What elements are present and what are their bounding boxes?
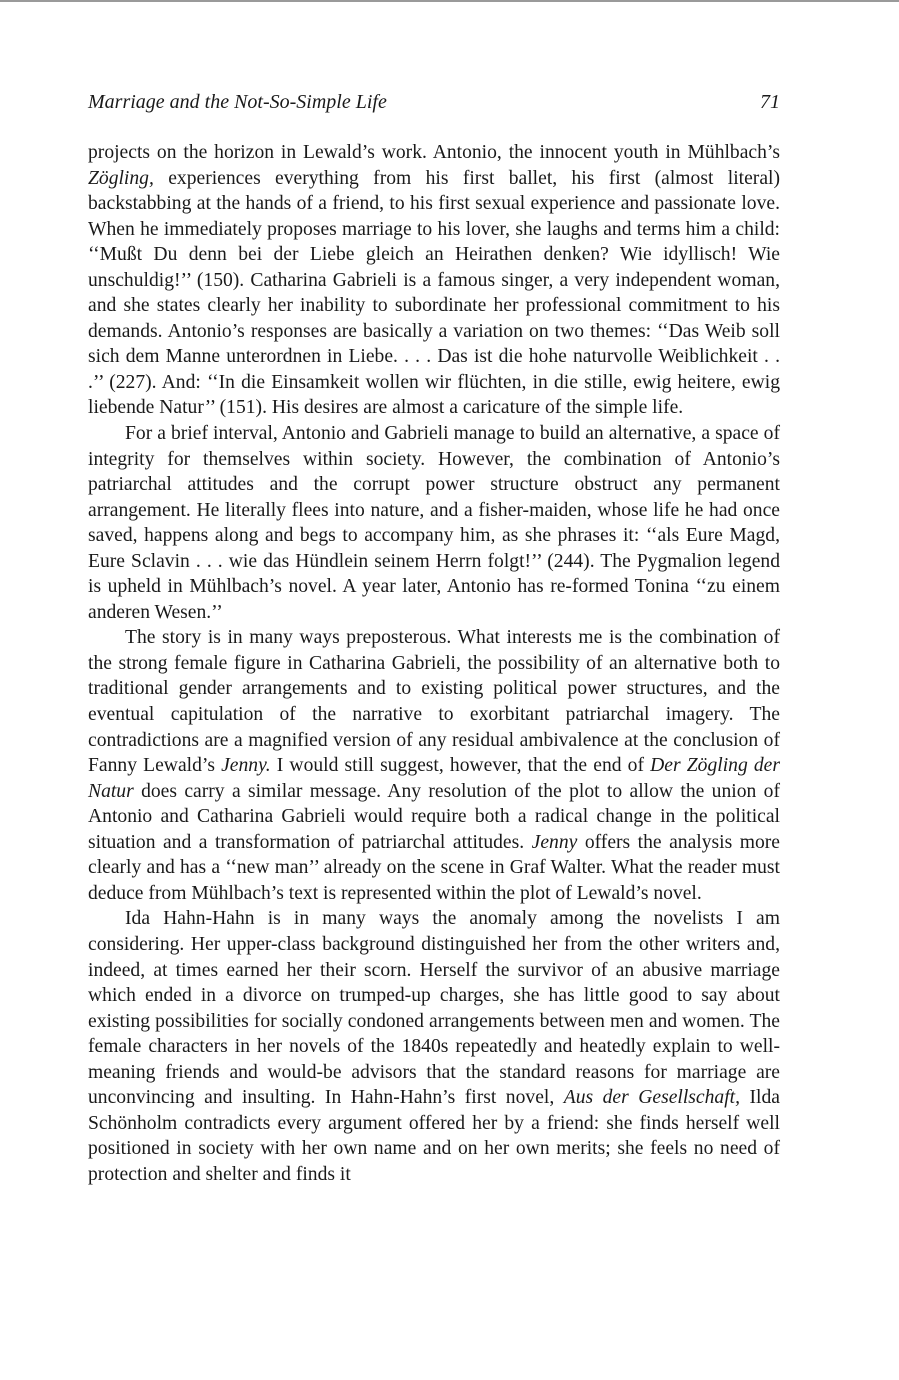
text-run: Ida Hahn-Hahn is in many ways the anomaly among the novelists I am considering. Her upper-class background distinguished her from the other writers and, indeed, at times earned her their scorn. Herself the survivor of an abusive marriage which ended in a divorce on trumped-up charges, she has little good to say about existing possibilities for socially condoned arrangements between men and women. The female characters in her novels of the 1840s repeatedly and heatedly explain to well-meaning friends and would-be advisors that the standard reasons for marriage are unconvincing and insulting. In Hahn-Hahn’s first novel, — [88, 908, 780, 1109]
text-run: projects on the horizon in Lewald’s work. Antonio, the innocent youth in Mühlbach’s — [88, 142, 780, 163]
italic-title: Der Zögling der Natur — [88, 755, 781, 802]
text-run: experiences everything from his first ballet, his first (almost literal) backstabbing at the hands of a friend, to his first sexual experience and passionate love. When he immediately proposes marriage to his lover, she laughs and terms him a child: ‘‘Mußt Du denn bei der Liebe gleich an Heirathen denken? Wie idyllisch! Wie unschuldig!’’ (150). Catharina Gabrieli is a famous singer, a very independent woman, and she states clearly her inability to subordinate her professional commitment to his demands. Antonio’s responses are basically a variation on two themes: ‘‘Das Weib soll sich dem Manne unterordnen in Liebe. . . . Das ist die hohe naturvolle Weiblichkeit . . .’’ (227). And: ‘‘In die Einsamkeit wollen wir flüchten, in die stille, ewig heitere, ewig liebende Natur’’ (151). His desires are almost a caricature of the simple life. — [88, 167, 780, 419]
paragraph — [88, 421, 780, 625]
italic-title: Jenny — [531, 831, 578, 853]
text-run: I would still suggest, however, that the end of — [270, 755, 651, 777]
italic-title: Aus der Gesellschaft, — [563, 1087, 741, 1109]
body-text — [88, 140, 780, 1187]
paragraph — [88, 906, 780, 1187]
text-run: For a brief interval, Antonio and Gabrieli manage to build an alternative, a space of integrity for themselves within society. However, the combination of Antonio’s patriarchal attitudes and the corrupt power structure obstruct any permanent arrangement. He literally flees into nature, and a fisher-maiden, whose life he had once saved, happens along and begs to accompany him, as she phrases it: ‘‘als Eure Magd, Eure Sclavin . . . wie das Hündlein seinem Herrn folgt!’’ (244). The Pygmalion legend is upheld in Mühlbach’s novel. A year later, Antonio has re-formed Tonina ‘‘zu einem anderen Wesen.’’ — [88, 423, 780, 623]
paragraph — [88, 625, 780, 906]
page-top-rule — [0, 0, 899, 2]
paragraph — [88, 140, 780, 421]
running-title: Marriage and the Not-So-Simple Life — [88, 91, 387, 113]
text-run: The story is in many ways preposterous. What interests me is the combination of the strong female figure in Catharina Gabrieli, the possibility of an alternative both to traditional gender arrangements and to existing political power structures, and the eventual capitulation of the narrative to exorbitant patriarchal imagery. The contradictions are a magnified version of any residual ambivalence at the conclusion of Fanny Lewald’s — [88, 627, 780, 777]
page-number: 71 — [760, 91, 780, 113]
text-run: does carry a similar message. Any resolution of the plot to allow the union of Antonio and Catharina Gabrieli would require both a radical change in the political situation and a transformation of patriarchal attitudes. — [88, 780, 780, 853]
italic-title: Jenny. — [221, 755, 271, 777]
text-run: offers the analysis more clearly and has a ‘‘new man’’ already on the scene in Graf Walter. What the reader must deduce from Mühlbach’s text is represented within the plot of Lewald’s novel. — [88, 831, 780, 904]
text-run: Ilda Schönholm contradicts every argument offered her by a friend: she finds herself well positioned in society with her own name and on her own merits; she feels no need of protection and shelter and finds it — [88, 1087, 780, 1185]
italic-title: Zögling, — [88, 167, 154, 189]
